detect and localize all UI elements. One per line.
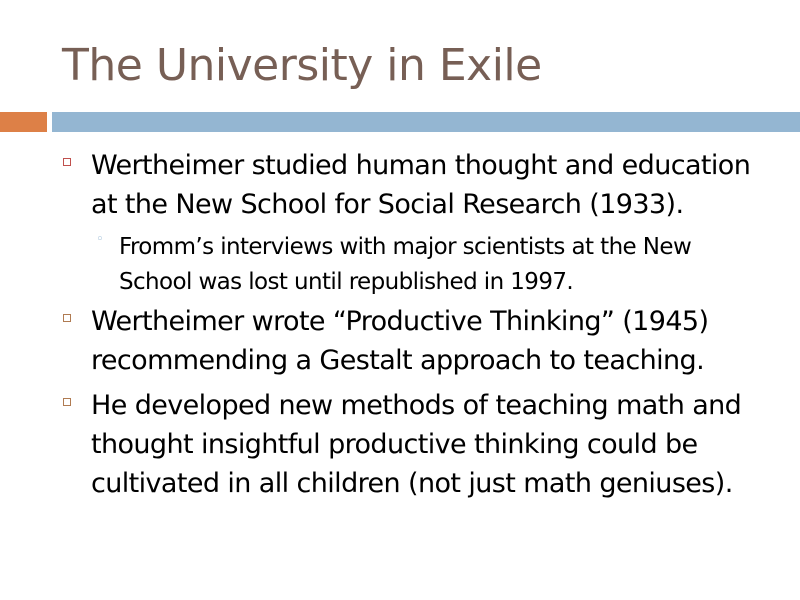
hollow-square-icon (63, 158, 71, 166)
bullet-text: Wertheimer studied human thought and education at the New School for Social Research (1933). (91, 150, 751, 220)
bullet-item (0, 146, 800, 224)
hollow-square-icon (63, 398, 71, 406)
bullet-item (0, 302, 800, 380)
slide-title: The University in Exile (62, 40, 542, 91)
bullet-text: He developed new methods of teaching math and thought insightful productive thinking could be cultivated in all children (not just math geniuses). (91, 390, 742, 499)
hollow-square-icon (63, 314, 71, 322)
bullet-list (0, 146, 800, 509)
title-accent-bar (0, 112, 47, 132)
bullet-text: Wertheimer wrote “Productive Thinking” (1945) recommending a Gestalt approach to teaching. (91, 306, 709, 376)
sub-bullet-item (0, 230, 800, 300)
sub-bullet-text: Fromm’s interviews with major scientists at the New School was lost until republished in 1997. (119, 234, 692, 295)
bullet-item (0, 386, 800, 503)
title-rule-bar (52, 112, 800, 132)
diamond-icon: ◦ (96, 232, 104, 247)
